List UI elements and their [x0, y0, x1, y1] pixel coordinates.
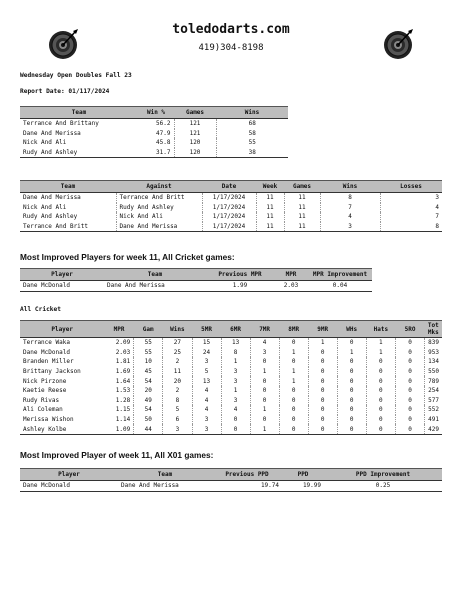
week-cell: 11	[256, 222, 284, 232]
player-cell: Ali Coleman	[23, 406, 63, 414]
site-title: toledodarts.com	[172, 22, 290, 37]
ppd-cell: 19.99	[302, 482, 321, 490]
col-header: MPR	[104, 321, 133, 338]
stat-cell: 1	[279, 348, 308, 358]
table-row	[20, 193, 442, 203]
stat-cell: 2.09	[115, 339, 131, 347]
stat-cell: 50	[134, 415, 163, 425]
stat-cell: 0	[337, 424, 366, 434]
stat-cell: 0	[366, 396, 395, 406]
table-row	[20, 348, 442, 358]
stat-cell: 20	[163, 376, 192, 386]
stat-cell: 25	[163, 348, 192, 358]
stat-cell: 0	[396, 357, 425, 367]
player-cell: Merissa Wishon	[23, 416, 74, 424]
stat-cell: 0	[250, 415, 279, 425]
table-row	[20, 376, 442, 386]
against-cell: Nick And Ali	[116, 212, 202, 222]
stat-cell: 10	[134, 357, 163, 367]
stat-cell: 8	[221, 348, 250, 358]
stat-cell: 0	[279, 396, 308, 406]
stat-cell: 1	[308, 338, 337, 348]
stat-cell: 3	[221, 367, 250, 377]
stat-cell: 0	[279, 357, 308, 367]
stat-cell: 0	[308, 367, 337, 377]
games-cell: 11	[284, 212, 320, 222]
stat-cell: 3	[221, 396, 250, 406]
col-header: Against	[116, 181, 202, 193]
stat-cell: 0	[366, 376, 395, 386]
player-cell: Dane McDonald	[23, 348, 70, 356]
phone-number: 419)304-8198	[198, 43, 264, 53]
stat-cell: 552	[425, 405, 442, 415]
losses-cell: 8	[380, 222, 442, 232]
team-cell: Nick And Ali	[23, 139, 67, 147]
stat-cell: 0	[337, 376, 366, 386]
stat-cell: 15	[192, 338, 221, 348]
against-cell: Rudy And Ashley	[116, 203, 202, 213]
games-cell: 121	[174, 119, 216, 129]
stat-cell: 0	[279, 338, 308, 348]
stat-cell: 1	[221, 386, 250, 396]
col-header: Previous PPD	[212, 469, 282, 481]
stat-cell: 1.69	[115, 368, 131, 376]
stat-cell: 4	[192, 386, 221, 396]
stat-cell: 3	[192, 424, 221, 434]
wins-cell: 55	[216, 138, 288, 148]
stat-cell: 0	[396, 376, 425, 386]
col-header: Hats	[366, 321, 395, 338]
x01-improved-table	[20, 468, 442, 492]
stat-cell: 0	[337, 396, 366, 406]
table-header-row	[20, 321, 442, 338]
stat-cell: 2	[163, 386, 192, 396]
col-header: Previous MPR	[206, 269, 274, 281]
stat-cell: 1.81	[115, 358, 131, 366]
x01-improved-heading: Most Improved Player of week 11, All X01 games:	[20, 450, 214, 460]
date-cell: 1/17/2024	[202, 222, 256, 232]
stat-cell: 0	[337, 367, 366, 377]
date-cell: 1/17/2024	[202, 212, 256, 222]
stat-cell: 0	[308, 376, 337, 386]
stat-cell: 0	[308, 386, 337, 396]
stat-cell: 3	[221, 376, 250, 386]
date-cell: 1/17/2024	[202, 193, 256, 203]
stat-cell: 24	[192, 348, 221, 358]
stat-cell: 2	[163, 357, 192, 367]
stat-cell: 27	[163, 338, 192, 348]
table-header-row	[20, 269, 372, 281]
stat-cell: 0	[279, 424, 308, 434]
table-row	[20, 119, 288, 129]
win-pct-cell: 45.8	[156, 139, 171, 147]
col-header: Wins	[216, 107, 288, 119]
stat-cell: 6	[163, 415, 192, 425]
team-cell: Dane And Merissa	[23, 129, 81, 137]
stat-cell: 0	[337, 338, 366, 348]
league-name: Wednesday Open Doubles Fall 23	[20, 72, 132, 79]
stat-cell: 429	[425, 424, 442, 434]
col-header: Gam	[134, 321, 163, 338]
stat-cell: 254	[425, 386, 442, 396]
stat-cell: 0	[250, 357, 279, 367]
stat-cell: 1.64	[115, 377, 131, 385]
team-cell: Dane And Merissa	[107, 282, 165, 290]
stat-cell: 1	[337, 348, 366, 358]
table-row	[20, 386, 442, 396]
win-pct-cell: 31.7	[156, 149, 171, 157]
win-pct-cell: 56.2	[156, 120, 171, 128]
stat-cell: 550	[425, 367, 442, 377]
stat-cell: 0	[396, 415, 425, 425]
wins-cell: 7	[320, 203, 380, 213]
wins-cell: 3	[320, 222, 380, 232]
stat-cell: 0	[337, 386, 366, 396]
stat-cell: 4	[192, 396, 221, 406]
all-cricket-table	[20, 320, 442, 435]
stat-cell: 0	[366, 386, 395, 396]
stat-cell: 1.28	[115, 396, 131, 404]
col-header: Losses	[380, 181, 442, 193]
stat-cell: 3	[192, 357, 221, 367]
col-header: Tot Mks	[425, 321, 442, 338]
stat-cell: 0	[250, 376, 279, 386]
losses-cell: 4	[380, 203, 442, 213]
col-header: Wins	[163, 321, 192, 338]
stat-cell: 0	[366, 405, 395, 415]
wins-cell: 58	[216, 129, 288, 139]
stat-cell: 0	[366, 424, 395, 434]
stat-cell: 0	[337, 405, 366, 415]
stat-cell: 4	[250, 338, 279, 348]
stat-cell: 0	[396, 424, 425, 434]
stat-cell: 134	[425, 357, 442, 367]
cricket-improved-table	[20, 268, 372, 292]
stat-cell: 0	[308, 405, 337, 415]
games-cell: 120	[174, 148, 216, 158]
stat-cell: 0	[308, 424, 337, 434]
table-row	[20, 405, 442, 415]
stat-cell: 45	[134, 367, 163, 377]
table-header-row	[20, 107, 288, 119]
stat-cell: 2.03	[115, 348, 131, 356]
stat-cell: 55	[134, 348, 163, 358]
stat-cell: 1	[221, 357, 250, 367]
against-cell: Dane And Merissa	[116, 222, 202, 232]
games-cell: 120	[174, 138, 216, 148]
player-cell: Terrance Waka	[23, 339, 70, 347]
stat-cell: 577	[425, 396, 442, 406]
stat-cell: 0	[308, 396, 337, 406]
col-header: Games	[174, 107, 216, 119]
player-cell: Nick Pirzone	[23, 377, 67, 385]
table-row	[20, 481, 442, 492]
week-cell: 11	[256, 212, 284, 222]
col-header: 8MR	[279, 321, 308, 338]
col-header: Team	[118, 469, 212, 481]
col-header: MPR	[274, 269, 308, 281]
col-header: 5RO	[396, 321, 425, 338]
stat-cell: 1.09	[115, 425, 131, 433]
week-cell: 11	[256, 203, 284, 213]
col-header: Player	[20, 269, 104, 281]
stat-cell: 0	[337, 357, 366, 367]
ppd-improvement-cell: 0.25	[375, 482, 391, 490]
wins-cell: 8	[320, 193, 380, 203]
stat-cell: 13	[221, 338, 250, 348]
stat-cell: 54	[134, 376, 163, 386]
table-row	[20, 415, 442, 425]
team-cell: Terrance And Brittany	[23, 120, 99, 128]
player-cell: Branden Miller	[23, 358, 74, 366]
results-table	[20, 180, 442, 232]
games-cell: 121	[174, 129, 216, 139]
stat-cell: 0	[396, 338, 425, 348]
stat-cell: 1.53	[115, 387, 131, 395]
games-cell: 11	[284, 203, 320, 213]
mpr-improvement-cell: 0.04	[332, 282, 348, 290]
stat-cell: 0	[308, 415, 337, 425]
stat-cell: 0	[221, 415, 250, 425]
table-row	[20, 212, 442, 222]
stat-cell: 55	[134, 338, 163, 348]
stat-cell: 5	[163, 405, 192, 415]
games-cell: 11	[284, 222, 320, 232]
col-header: Wins	[320, 181, 380, 193]
win-pct-cell: 47.9	[156, 129, 171, 137]
table-row	[20, 338, 442, 348]
prev-mpr-cell: 1.99	[232, 282, 248, 290]
stat-cell: 0	[250, 386, 279, 396]
table-row	[20, 148, 288, 158]
team-cell: Nick And Ali	[23, 203, 67, 211]
losses-cell: 3	[380, 193, 442, 203]
all-cricket-heading: All Cricket	[20, 306, 61, 313]
team-cell: Rudy And Ashley	[23, 149, 78, 157]
col-header: Team	[20, 181, 116, 193]
player-cell: Rudy Rivas	[23, 396, 60, 404]
stat-cell: 1	[366, 348, 395, 358]
stat-cell: 0	[308, 348, 337, 358]
stat-cell: 5	[192, 367, 221, 377]
team-cell: Dane And Merissa	[23, 194, 81, 202]
stat-cell: 13	[192, 376, 221, 386]
table-row	[20, 396, 442, 406]
stat-cell: 1	[250, 367, 279, 377]
stat-cell: 1	[250, 424, 279, 434]
stat-cell: 8	[163, 396, 192, 406]
stat-cell: 0	[396, 386, 425, 396]
col-header: WHs	[337, 321, 366, 338]
col-header: 5MR	[192, 321, 221, 338]
stat-cell: 0	[396, 405, 425, 415]
stat-cell: 0	[396, 367, 425, 377]
table-row	[20, 129, 288, 139]
stat-cell: 4	[221, 405, 250, 415]
stat-cell: 839	[425, 338, 442, 348]
player-cell: Dane McDonald	[23, 282, 70, 290]
stat-cell: 0	[221, 424, 250, 434]
stat-cell: 11	[163, 367, 192, 377]
stat-cell: 49	[134, 396, 163, 406]
table-row	[20, 367, 442, 377]
team-cell: Rudy And Ashley	[23, 213, 78, 221]
player-cell: Ashley Kolbe	[23, 425, 67, 433]
col-header: PPD	[282, 469, 324, 481]
team-cell: Dane And Merissa	[121, 482, 179, 490]
table-row	[20, 222, 442, 232]
team-cell: Terrance And Britt	[23, 223, 89, 231]
table-row	[20, 357, 442, 367]
col-header: 7MR	[250, 321, 279, 338]
wins-cell: 38	[216, 148, 288, 158]
table-row	[20, 281, 372, 292]
stat-cell: 1	[279, 367, 308, 377]
table-row	[20, 138, 288, 148]
stat-cell: 953	[425, 348, 442, 358]
stat-cell: 0	[279, 386, 308, 396]
col-header: Player	[20, 321, 104, 338]
col-header: 6MR	[221, 321, 250, 338]
col-header: Date	[202, 181, 256, 193]
col-header: PPD Improvement	[324, 469, 442, 481]
games-cell: 11	[284, 193, 320, 203]
cricket-improved-heading: Most Improved Players for week 11, All Cricket games:	[20, 252, 235, 262]
stat-cell: 1.15	[115, 406, 131, 414]
stat-cell: 789	[425, 376, 442, 386]
col-header: MPR Improvement	[308, 269, 372, 281]
stat-cell: 0	[396, 348, 425, 358]
stat-cell: 0	[366, 367, 395, 377]
col-header: 9MR	[308, 321, 337, 338]
stat-cell: 3	[250, 348, 279, 358]
stat-cell: 1	[279, 376, 308, 386]
mpr-cell: 2.03	[283, 282, 299, 290]
stat-cell: 1	[250, 405, 279, 415]
stat-cell: 0	[279, 405, 308, 415]
stat-cell: 0	[366, 415, 395, 425]
stat-cell: 3	[163, 424, 192, 434]
stat-cell: 0	[366, 357, 395, 367]
wins-cell: 4	[320, 212, 380, 222]
stat-cell: 0	[396, 396, 425, 406]
player-cell: Kaetie Reese	[23, 387, 67, 395]
stat-cell: 1.14	[115, 416, 131, 424]
table-header-row	[20, 469, 442, 481]
stat-cell: 20	[134, 386, 163, 396]
table-header-row	[20, 181, 442, 193]
date-cell: 1/17/2024	[202, 203, 256, 213]
stat-cell: 44	[134, 424, 163, 434]
col-header: Team	[20, 107, 138, 119]
stat-cell: 4	[192, 405, 221, 415]
table-row	[20, 203, 442, 213]
stat-cell: 3	[192, 415, 221, 425]
stat-cell: 0	[279, 415, 308, 425]
standings-table	[20, 106, 288, 158]
col-header: Player	[20, 469, 118, 481]
report-date: Report Date: 01/117/2024	[20, 88, 110, 95]
stat-cell: 1	[366, 338, 395, 348]
losses-cell: 7	[380, 212, 442, 222]
col-header: Games	[284, 181, 320, 193]
stat-cell: 0	[337, 415, 366, 425]
wins-cell: 68	[216, 119, 288, 129]
stat-cell: 54	[134, 405, 163, 415]
player-cell: Dane McDonald	[23, 482, 70, 490]
col-header: Win %	[138, 107, 174, 119]
week-cell: 11	[256, 193, 284, 203]
player-cell: Brittany Jackson	[23, 368, 81, 376]
col-header: Team	[104, 269, 206, 281]
against-cell: Terrance And Britt	[116, 193, 202, 203]
prev-ppd-cell: 19.74	[260, 482, 279, 490]
table-row	[20, 424, 442, 434]
stat-cell: 0	[308, 357, 337, 367]
col-header: Week	[256, 181, 284, 193]
stat-cell: 0	[250, 396, 279, 406]
stat-cell: 491	[425, 415, 442, 425]
